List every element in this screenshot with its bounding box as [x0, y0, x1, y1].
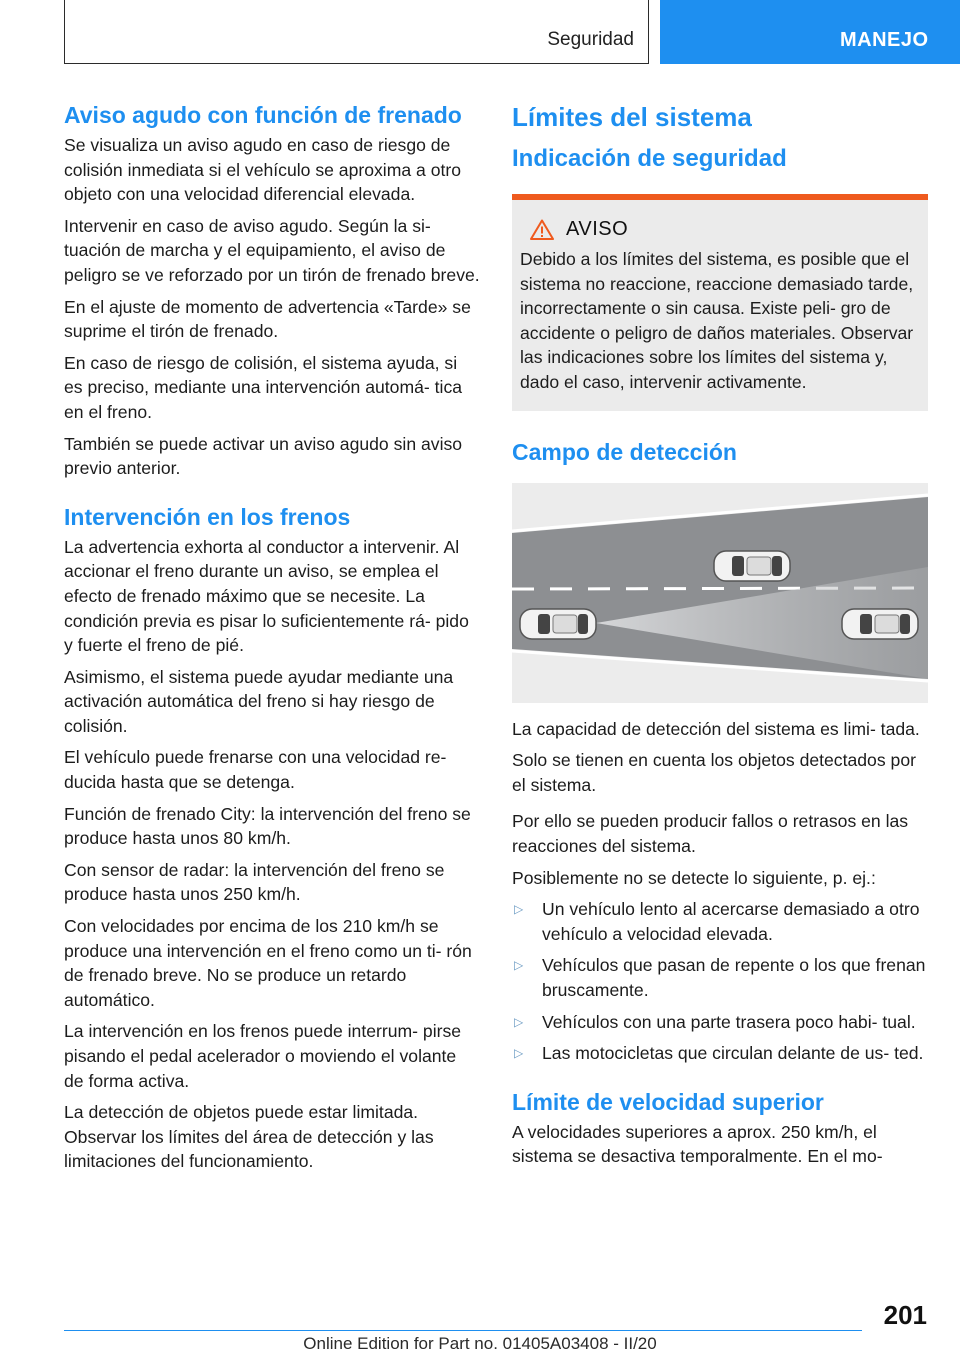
heading-limites-sistema: Límites del sistema [512, 102, 752, 132]
footer-edition-text: Online Edition for Part no. 01405A03408 - II/20 [303, 1334, 657, 1353]
heading-aviso-agudo: Aviso agudo con función de frenado [64, 102, 462, 128]
paragraph: Posiblemente no se detecte lo siguiente, p. ej.: [512, 867, 876, 888]
detection-field-illustration [512, 483, 928, 703]
footer-divider [64, 1330, 862, 1331]
paragraph: La detección de objetos puede estar limitada. Observar los límites del área de detección y las limitaciones del funcionamiento. [64, 1102, 434, 1172]
list-item: ▷ Un vehículo lento al acercarse demasiado a otro vehículo a velocidad elevada. [512, 897, 928, 946]
warning-text: Debido a los límites del sistema, es posible que el sistema no reaccione, reaccione demasiado tarde, incorrectamente o sin causa. Existe peli‐ gro de accidente o peligro de daños materiales. Observar las indicaciones sobre los límites del sistema y, dado el caso, intervenir activamente. [520, 249, 914, 392]
heading-intervencion: Intervención en los frenos [64, 503, 351, 530]
car-front-right [842, 609, 918, 639]
header-section-title: Seguridad [547, 29, 634, 50]
list-item: ▷ Vehículos que pasan de repente o los que frenan bruscamente. [512, 953, 928, 1002]
list-item: ▷ Vehículos con una parte trasera poco habi‐ tual. [512, 1010, 928, 1035]
paragraph: El vehículo puede frenarse con una velocidad re‐ ducida hasta que se detenga. [64, 747, 447, 793]
warning-box [512, 194, 928, 411]
paragraph: Asimismo, el sistema puede ayudar mediante una activación automática del freno si hay riesgo de colisión. [64, 666, 454, 736]
left-column [64, 100, 480, 1181]
paragraph: Se visualiza un aviso agudo en caso de riesgo de colisión inmediata si el vehículo se aproxima a otro objeto con una velocidad diferencial elevada. [64, 135, 462, 205]
paragraph: En el ajuste de momento de advertencia «Tarde» se suprime el tirón de frenado. [64, 296, 471, 342]
paragraph: A velocidades superiores a aprox. 250 km/h, el sistema se desactiva temporalmente. En el mo‐ [512, 1121, 883, 1167]
triangle-bullet-icon: ▷ [514, 1046, 524, 1061]
warning-header [530, 218, 920, 241]
heading-limite-velocidad: Límite de velocidad superior [512, 1088, 824, 1115]
car-front-left [714, 551, 790, 581]
paragraph: Solo se tienen en cuenta los objetos detectados por el sistema. [512, 750, 916, 795]
road-diagram [512, 483, 928, 703]
paragraph: En caso de riesgo de colisión, el sistema ayuda, si es preciso, mediante una intervención automá‐ tica en el freno. [64, 352, 463, 422]
car-rear-left [520, 609, 596, 639]
paragraph: Con velocidades por encima de los 210 km/h se produce una intervención en el freno como un ti‐ rón de frenado breve. No se produce un retardo automático. [64, 916, 472, 1010]
right-column [512, 100, 928, 1176]
header-chapter-tab: MANEJO [660, 0, 960, 64]
paragraph: Por ello se pueden producir fallos o retrasos en las reacciones del sistema. [512, 811, 909, 856]
paragraph: La intervención en los frenos puede interrum‐ pirse pisando el pedal acelerador o moviendo el volante de forma activa. [64, 1021, 462, 1091]
page-number: 201 [883, 1300, 927, 1330]
warning-label: AVISO [566, 218, 629, 240]
triangle-bullet-icon: ▷ [514, 958, 524, 973]
warning-triangle-icon [530, 219, 554, 240]
paragraph: Intervenir en caso de aviso agudo. Según la si‐ tuación de marcha y el equipamiento, el aviso de peligro se ve reforzado por un tirón de frenado breve. [64, 215, 480, 285]
heading-campo-deteccion: Campo de detección [512, 438, 737, 465]
triangle-bullet-icon: ▷ [514, 1014, 524, 1029]
paragraph: Con sensor de radar: la intervención del freno se produce hasta unos 250 km/h. [64, 859, 445, 905]
paragraph: La capacidad de detección del sistema es limi‐ tada. [512, 718, 920, 739]
paragraph: También se puede activar un aviso agudo sin aviso previo anterior. [64, 433, 463, 479]
heading-indicacion-seguridad: Indicación de seguridad [512, 145, 787, 172]
list-item: ▷ Las motocicletas que circulan delante de us‐ ted. [512, 1041, 928, 1066]
header-section-box [64, 0, 649, 64]
paragraph: Función de frenado City: la intervención del freno se produce hasta unos 80 km/h. [64, 803, 471, 849]
triangle-bullet-icon: ▷ [514, 902, 524, 917]
paragraph: La advertencia exhorta al conductor a intervenir. Al accionar el freno durante un aviso, se emplea el efecto de frenado máximo que se necesite. La condición previa es pisar lo suficientemente rá‐ pido y fuerte el freno de pié. [64, 536, 469, 656]
